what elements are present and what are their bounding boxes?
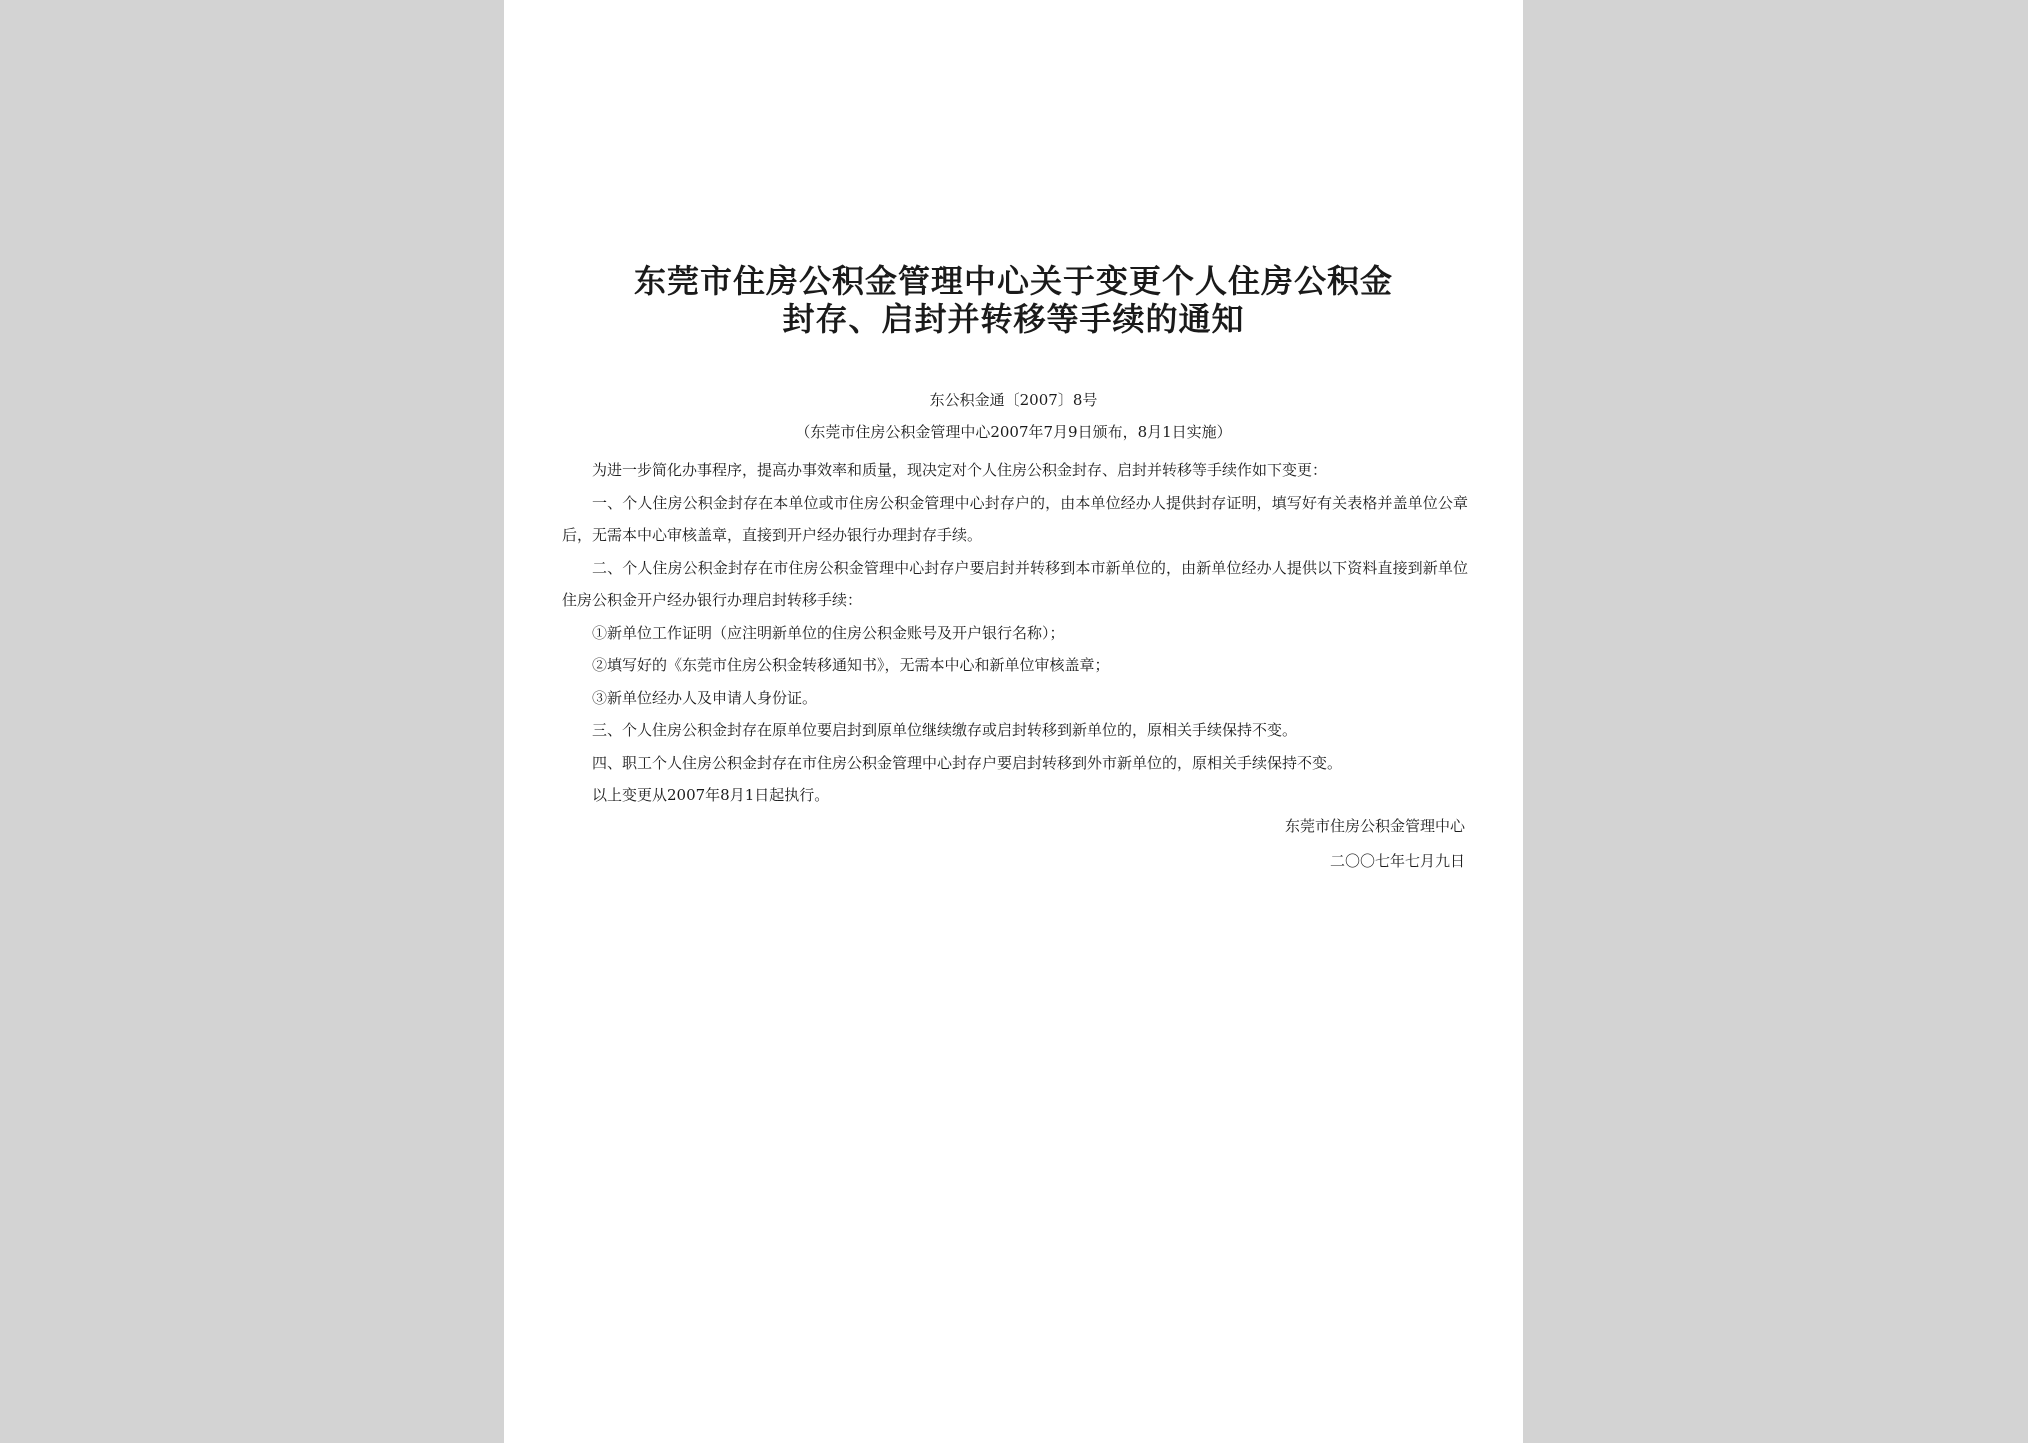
paragraph: 二、个人住房公积金封存在市住房公积金管理中心封存户要启封并转移到本市新单位的，由新单位经办人提供以下资料直接到新单位住房公积金开户经办银行办理启封转移手续： <box>562 558 1468 609</box>
paragraph: 为进一步简化办事程序，提高办事效率和质量，现决定对个人住房公积金封存、启封并转移等手续作如下变更： <box>592 461 1328 479</box>
title-line-2: 封存、启封并转移等手续的通知 <box>782 300 1245 338</box>
issue-note: （东莞市住房公积金管理中心2007年7月9日颁布，8月1日实施） <box>795 423 1232 441</box>
document-number: 东公积金通〔2007〕8号 <box>929 391 1098 409</box>
document-body <box>562 454 1468 812</box>
paragraph: ①新单位工作证明（应注明新单位的住房公积金账号及开户银行名称）； <box>592 623 1065 642</box>
paragraph: 以上变更从2007年8月1日起执行。 <box>592 786 830 804</box>
paragraph: ③新单位经办人及申请人身份证。 <box>592 688 818 707</box>
signature-date: 二〇〇七年七月九日 <box>1329 852 1465 870</box>
document-page <box>504 0 1523 1443</box>
document-title <box>544 262 1483 338</box>
title-line-1: 东莞市住房公积金管理中心关于变更个人住房公积金 <box>633 262 1393 300</box>
signature-organization: 东莞市住房公积金管理中心 <box>1284 817 1465 835</box>
paragraph: 三、个人住房公积金封存在原单位要启封到原单位继续缴存或启封转移到新单位的，原相关手续保持不变。 <box>592 721 1298 739</box>
paragraph: 四、职工个人住房公积金封存在市住房公积金管理中心封存户要启封转移到外市新单位的，原相关手续保持不变。 <box>592 753 1343 772</box>
paragraph: ②填写好的《东莞市住房公积金转移通知书》，无需本中心和新单位审核盖章； <box>592 656 1110 674</box>
paragraph: 一、个人住房公积金封存在本单位或市住房公积金管理中心封存户的，由本单位经办人提供封存证明，填写好有关表格并盖单位公章后，无需本中心审核盖章，直接到开户经办银行办理封存手续。 <box>562 493 1468 544</box>
